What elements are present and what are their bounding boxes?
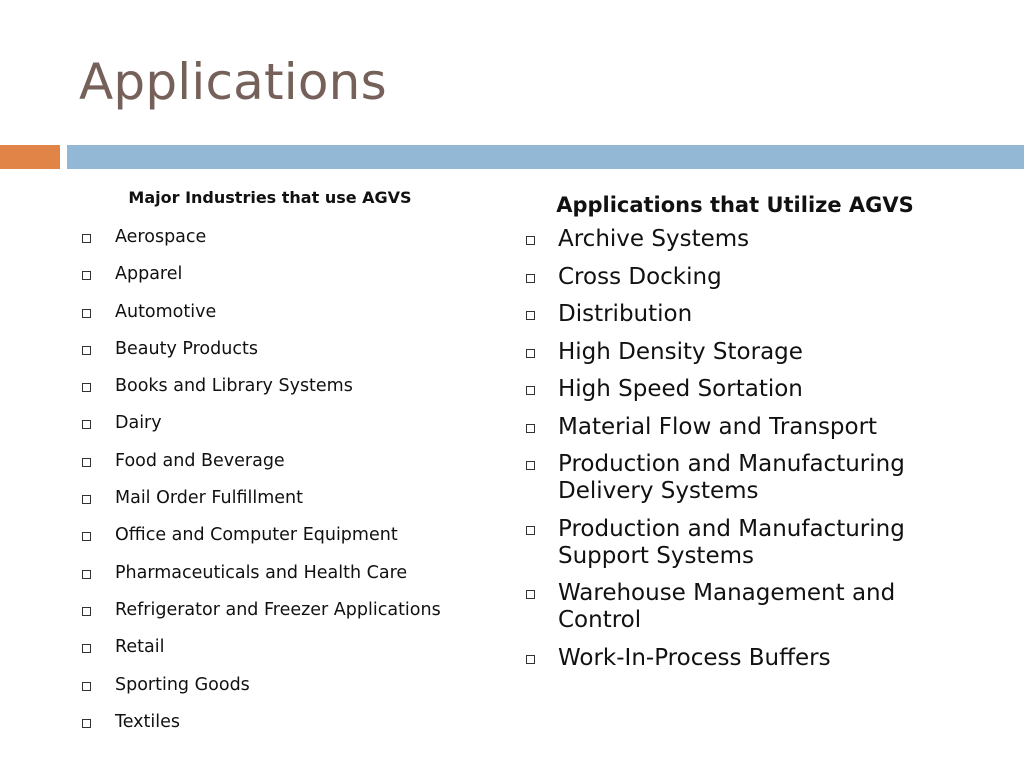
list-item-label: Material Flow and Transport [558,413,878,440]
left-column-heading: Major Industries that use AGVS [128,188,412,207]
list-item [520,645,950,672]
list-item-label: Production and Manufacturing Delivery Systems [558,451,905,504]
list-item-label: Food and Beverage [115,450,285,471]
hollow-square-icon [82,644,91,653]
list-item [78,711,478,748]
list-item-label: Apparel [115,264,183,285]
list-item-label: Cross Docking [558,263,722,290]
hollow-square-icon [526,311,535,320]
list-item [520,339,950,366]
list-item [520,301,950,328]
list-item [520,414,950,441]
left-column [78,186,478,748]
list-item [78,636,478,673]
list-item [78,524,478,561]
list-item-label: High Speed Sortation [558,376,803,402]
hollow-square-icon [82,458,91,467]
list-item-label: Archive Systems [558,226,750,252]
list-item [520,451,950,505]
list-item-label: Refrigerator and Freezer Applications [115,599,441,620]
hollow-square-icon [82,346,91,355]
hollow-square-icon [526,424,535,433]
hollow-square-icon [82,271,91,280]
list-item [520,516,950,570]
right-column [520,190,950,682]
accent-bar-blue [67,145,1024,169]
hollow-square-icon [82,383,91,392]
hollow-square-icon [526,526,535,535]
list-item-label: Retail [115,637,165,658]
list-item-label: Pharmaceuticals and Health Care [115,562,408,583]
hollow-square-icon [82,420,91,429]
hollow-square-icon [526,590,535,599]
hollow-square-icon [82,607,91,616]
list-item [520,264,950,291]
hollow-square-icon [526,655,535,664]
hollow-square-icon [82,495,91,504]
list-item [78,562,478,599]
list-item-label: High Density Storage [558,338,803,365]
list-item-label: Mail Order Fulfillment [115,488,303,509]
slide-title: Applications [79,53,387,111]
list-item-label: Beauty Products [115,338,258,359]
hollow-square-icon [526,236,535,245]
list-item-label: Books and Library Systems [115,376,353,397]
list-item-label: Production and Manufacturing Support Systems [558,515,905,569]
applications-list [520,226,950,672]
hollow-square-icon [526,349,535,358]
list-item [78,338,478,375]
hollow-square-icon [526,461,535,470]
hollow-square-icon [82,234,91,243]
list-item [520,376,950,403]
industries-list [78,226,478,748]
list-item-label: Warehouse Management and Control [558,580,896,633]
hollow-square-icon [82,532,91,541]
list-item [78,375,478,412]
list-item [78,599,478,636]
list-item [78,263,478,300]
list-item-label: Distribution [558,301,693,327]
list-item [78,450,478,487]
hollow-square-icon [82,719,91,728]
hollow-square-icon [526,386,535,395]
list-item [520,580,950,634]
list-item-label: Aerospace [115,227,207,247]
hollow-square-icon [82,309,91,318]
list-item-label: Dairy [115,413,162,434]
list-item [520,226,950,253]
list-item [78,226,478,263]
right-column-heading: Applications that Utilize AGVS [556,193,914,217]
list-item [78,674,478,711]
list-item-label: Work-In-Process Buffers [558,644,831,671]
list-item-label: Automotive [115,301,217,322]
list-item-label: Office and Computer Equipment [115,525,398,546]
list-item [78,301,478,338]
hollow-square-icon [82,682,91,691]
accent-bar-orange [0,145,60,169]
list-item-label: Textiles [115,711,181,732]
list-item [78,487,478,524]
list-item-label: Sporting Goods [115,674,250,695]
hollow-square-icon [82,570,91,579]
hollow-square-icon [526,274,535,283]
list-item [78,412,478,449]
